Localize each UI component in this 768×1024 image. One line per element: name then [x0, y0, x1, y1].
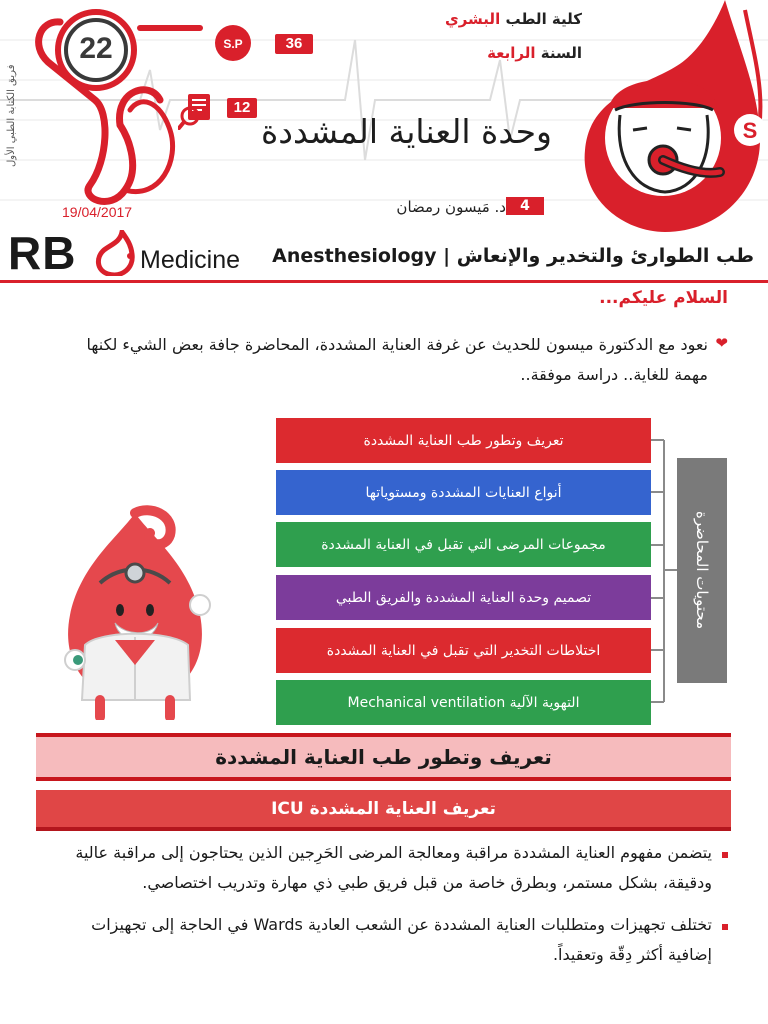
medicine-logo-text: Medicine — [140, 246, 241, 274]
page-number: 22 — [79, 32, 113, 65]
department-en: Anesthesiology — [272, 245, 437, 267]
drop-patient-logo — [545, 0, 768, 232]
lecture-number-badge: 4 — [506, 197, 544, 215]
intro-paragraph: نعود مع الدكتورة ميسون للحديث عن غرفة العناية المشددة، المحاضرة جافة بعض الشيء لكنها مهمة للغاية.. دراسة موفقة.. — [86, 335, 708, 384]
contents-bracket — [650, 430, 680, 710]
heart-icon: ❤ — [715, 334, 728, 352]
greeting: السلام عليكم... — [599, 288, 728, 308]
department-ar: طب الطوارئ والتخدير والإنعاش — [456, 245, 754, 267]
contents-topic-3: مجموعات المرضى التي تقبل في العناية المشددة — [276, 522, 651, 567]
department-separator: | — [436, 245, 457, 267]
contents-topic-1: تعريف وتطور طب العناية المشددة — [276, 418, 651, 463]
sp-badge-icon — [210, 24, 256, 62]
header-divider — [0, 280, 768, 283]
document-search-icon — [178, 90, 220, 130]
lecture-title: وحدة العناية المشددة — [260, 112, 552, 151]
sp-label: S.P — [223, 37, 243, 51]
bullet-1: يتضمن مفهوم العناية المشددة مراقبة ومعالجة المرضى الحَرِجين الذين يحتاجون إلى مراقبة عالية ودقيقة، بشكل مستمر، وبطرق خاصة من قبل فريق طبي ذي مهارة وتدريب اختصاصي. — [75, 843, 712, 892]
contents-topic-4: تصميم وحدة العناية المشددة والفريق الطبي — [276, 575, 651, 620]
bullet-marker — [722, 852, 728, 858]
section-title: تعريف وتطور طب العناية المشددة — [215, 745, 552, 769]
rbo-logo-text: RB — [8, 227, 77, 279]
file-count-badge: 12 — [227, 98, 257, 118]
contents-topic-2: أنواع العنايات المشددة ومستوياتها — [276, 470, 651, 515]
faculty-prefix: كلية الطب — [500, 10, 582, 28]
contents-topic-6: التهوية الآلية Mechanical ventilation — [276, 680, 651, 725]
faculty-highlight: البشري — [444, 10, 501, 28]
svg-text:S: S — [742, 118, 758, 143]
contents-topic-5: اختلاطات التخدير التي تقبل في العناية المشددة — [276, 628, 651, 673]
subsection-title: تعريف العناية المشددة ICU — [271, 799, 496, 819]
lecture-date: 19/04/2017 — [62, 204, 133, 220]
doctor-name: د. مَيسون رمضان — [396, 198, 506, 216]
sp-count-badge: 36 — [275, 34, 313, 54]
team-credit-vertical: فريق الكتابة الطبي الأول — [6, 64, 17, 168]
year-prefix: السنة — [535, 44, 582, 62]
department-title — [272, 245, 754, 267]
rbo-drop-icon — [92, 230, 136, 276]
bullet-marker — [722, 924, 728, 930]
doctor-drop-mascot — [40, 505, 230, 720]
contents-label: محتويات المحاضرة — [693, 511, 711, 630]
year-highlight: الرابعة — [487, 44, 536, 62]
bullet-2: تختلف تجهيزات ومتطلبات العناية المشددة عن الشعب العادية Wards في الحاجة إلى تجهيزات إضافية أكثر دِقّة وتعقيداً. — [91, 915, 712, 964]
